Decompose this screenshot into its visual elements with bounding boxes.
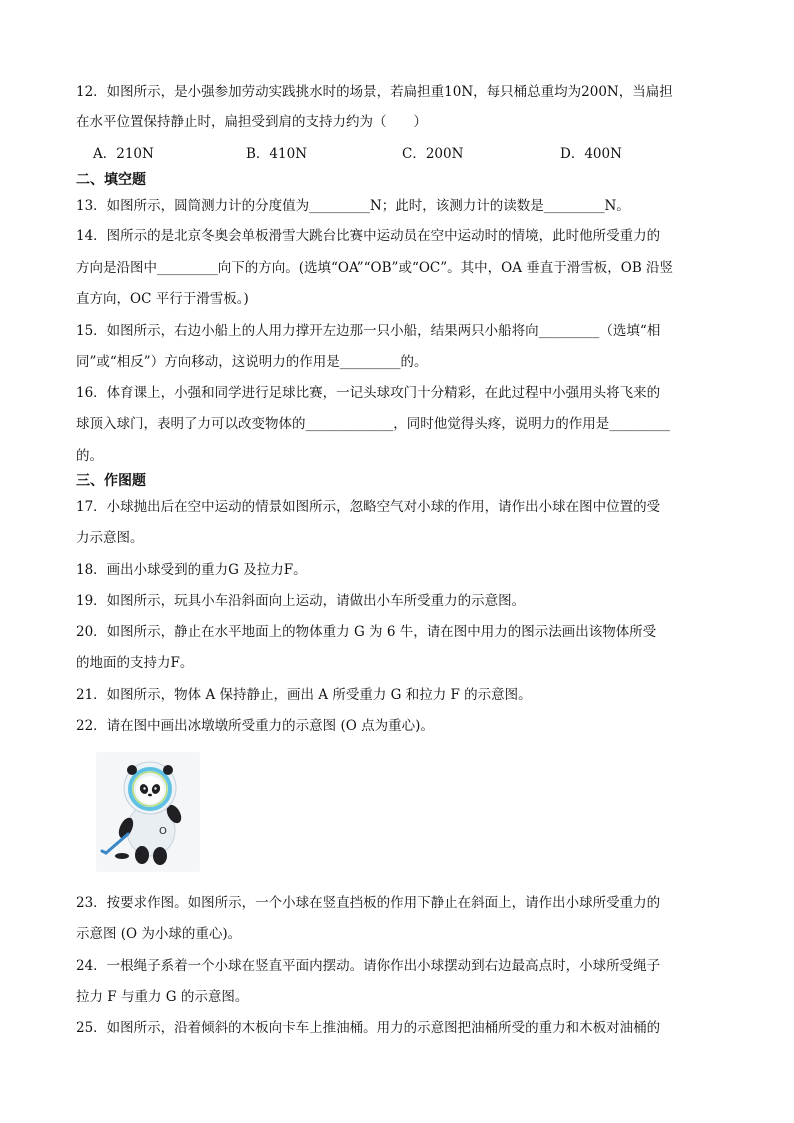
q15-line2: 同”或“相反”）方向移动，这说明力的作用是_________的。: [76, 354, 428, 370]
q23-line2: 示意图 (O 为小球的重心)。: [76, 926, 242, 942]
q24-line1: 24．一根绳子系着一个小球在竖直平面内摆动。请你作出小球摆动到右边最高点时，小球所受绳子: [76, 958, 661, 974]
q16-line2: 球顶入球门，表明了力可以改变物体的_____________，同时他觉得头疼，说明力的作用是_________: [76, 416, 670, 432]
q12-line1: 12．如图所示，是小强参加劳动实践挑水时的场景，若扁担重10N，每只桶总重均为200N，当扁担: [76, 84, 673, 100]
q12-option-a: A．210N: [93, 146, 154, 162]
q14-line3: 直方向，OC 平行于滑雪板。): [76, 291, 249, 307]
q13-line: 13．如图所示，圆筒测力计的分度值为_________N；此时，该测力计的读数是_________N。: [76, 198, 630, 214]
bing-dwen-dwen-illustration: [96, 752, 200, 872]
q17-line2: 力示意图。: [76, 530, 144, 546]
q12-option-b: B．410N: [246, 146, 308, 162]
section-fill-blank-heading: 二、填空题: [76, 172, 146, 188]
q19-line: 19．如图所示，玩具小车沿斜面向上运动，请做出小车所受重力的示意图。: [76, 593, 526, 609]
q20-line1: 20．如图所示，静止在水平地面上的物体重力 G 为 6 牛，请在图中用力的图示法画出该物体所受: [76, 624, 657, 640]
q16-line3: 的。: [76, 448, 103, 464]
q15-line1: 15．如图所示，右边小船上的人用力撑开左边那一只小船，结果两只小船将向_________（选填“相: [76, 323, 661, 339]
q21-line: 21．如图所示，物体 A 保持静止，画出 A 所受重力 G 和拉力 F 的示意图。: [76, 687, 532, 703]
center-of-gravity-label: O: [159, 826, 167, 837]
q17-line1: 17．小球抛出后在空中运动的情景如图所示，忽略空气对小球的作用，请作出小球在图中位置的受: [76, 499, 661, 515]
q24-line2: 拉力 F 与重力 G 的示意图。: [76, 989, 249, 1005]
q16-line1: 16．体育课上，小强和同学进行足球比赛，一记头球攻门十分精彩，在此过程中小强用头将飞来的: [76, 385, 661, 401]
q18-line: 18．画出小球受到的重力G 及拉力F。: [76, 562, 307, 578]
q14-line2: 方向是沿图中_________向下的方向。(选填“OA”“OB”或“OC”。其中，OA 垂直于滑雪板，OB 沿竖: [76, 260, 674, 276]
q12-option-d: D．400N: [560, 146, 622, 162]
q23-line1: 23．按要求作图。如图所示，一个小球在竖直挡板的作用下静止在斜面上，请作出小球所受重力的: [76, 895, 661, 911]
q20-line2: 的地面的支持力F。: [76, 655, 194, 671]
q14-line1: 14．图所示的是北京冬奥会单板滑雪大跳台比赛中运动员在空中运动时的情境，此时他所受重力的: [76, 228, 661, 244]
q22-line: 22．请在图中画出冰墩墩所受重力的示意图 (O 点为重心)。: [76, 718, 434, 734]
q25-line1: 25．如图所示，沿着倾斜的木板向卡车上推油桶。用力的示意图把油桶所受的重力和木板对油桶的: [76, 1020, 661, 1036]
bing-dwen-dwen-figure: [96, 752, 200, 872]
q12-line2: 在水平位置保持静止时，扁担受到肩的支持力约为（ ）: [76, 114, 427, 130]
q12-option-c: C．200N: [402, 146, 464, 162]
section-drawing-heading: 三、作图题: [76, 473, 146, 489]
